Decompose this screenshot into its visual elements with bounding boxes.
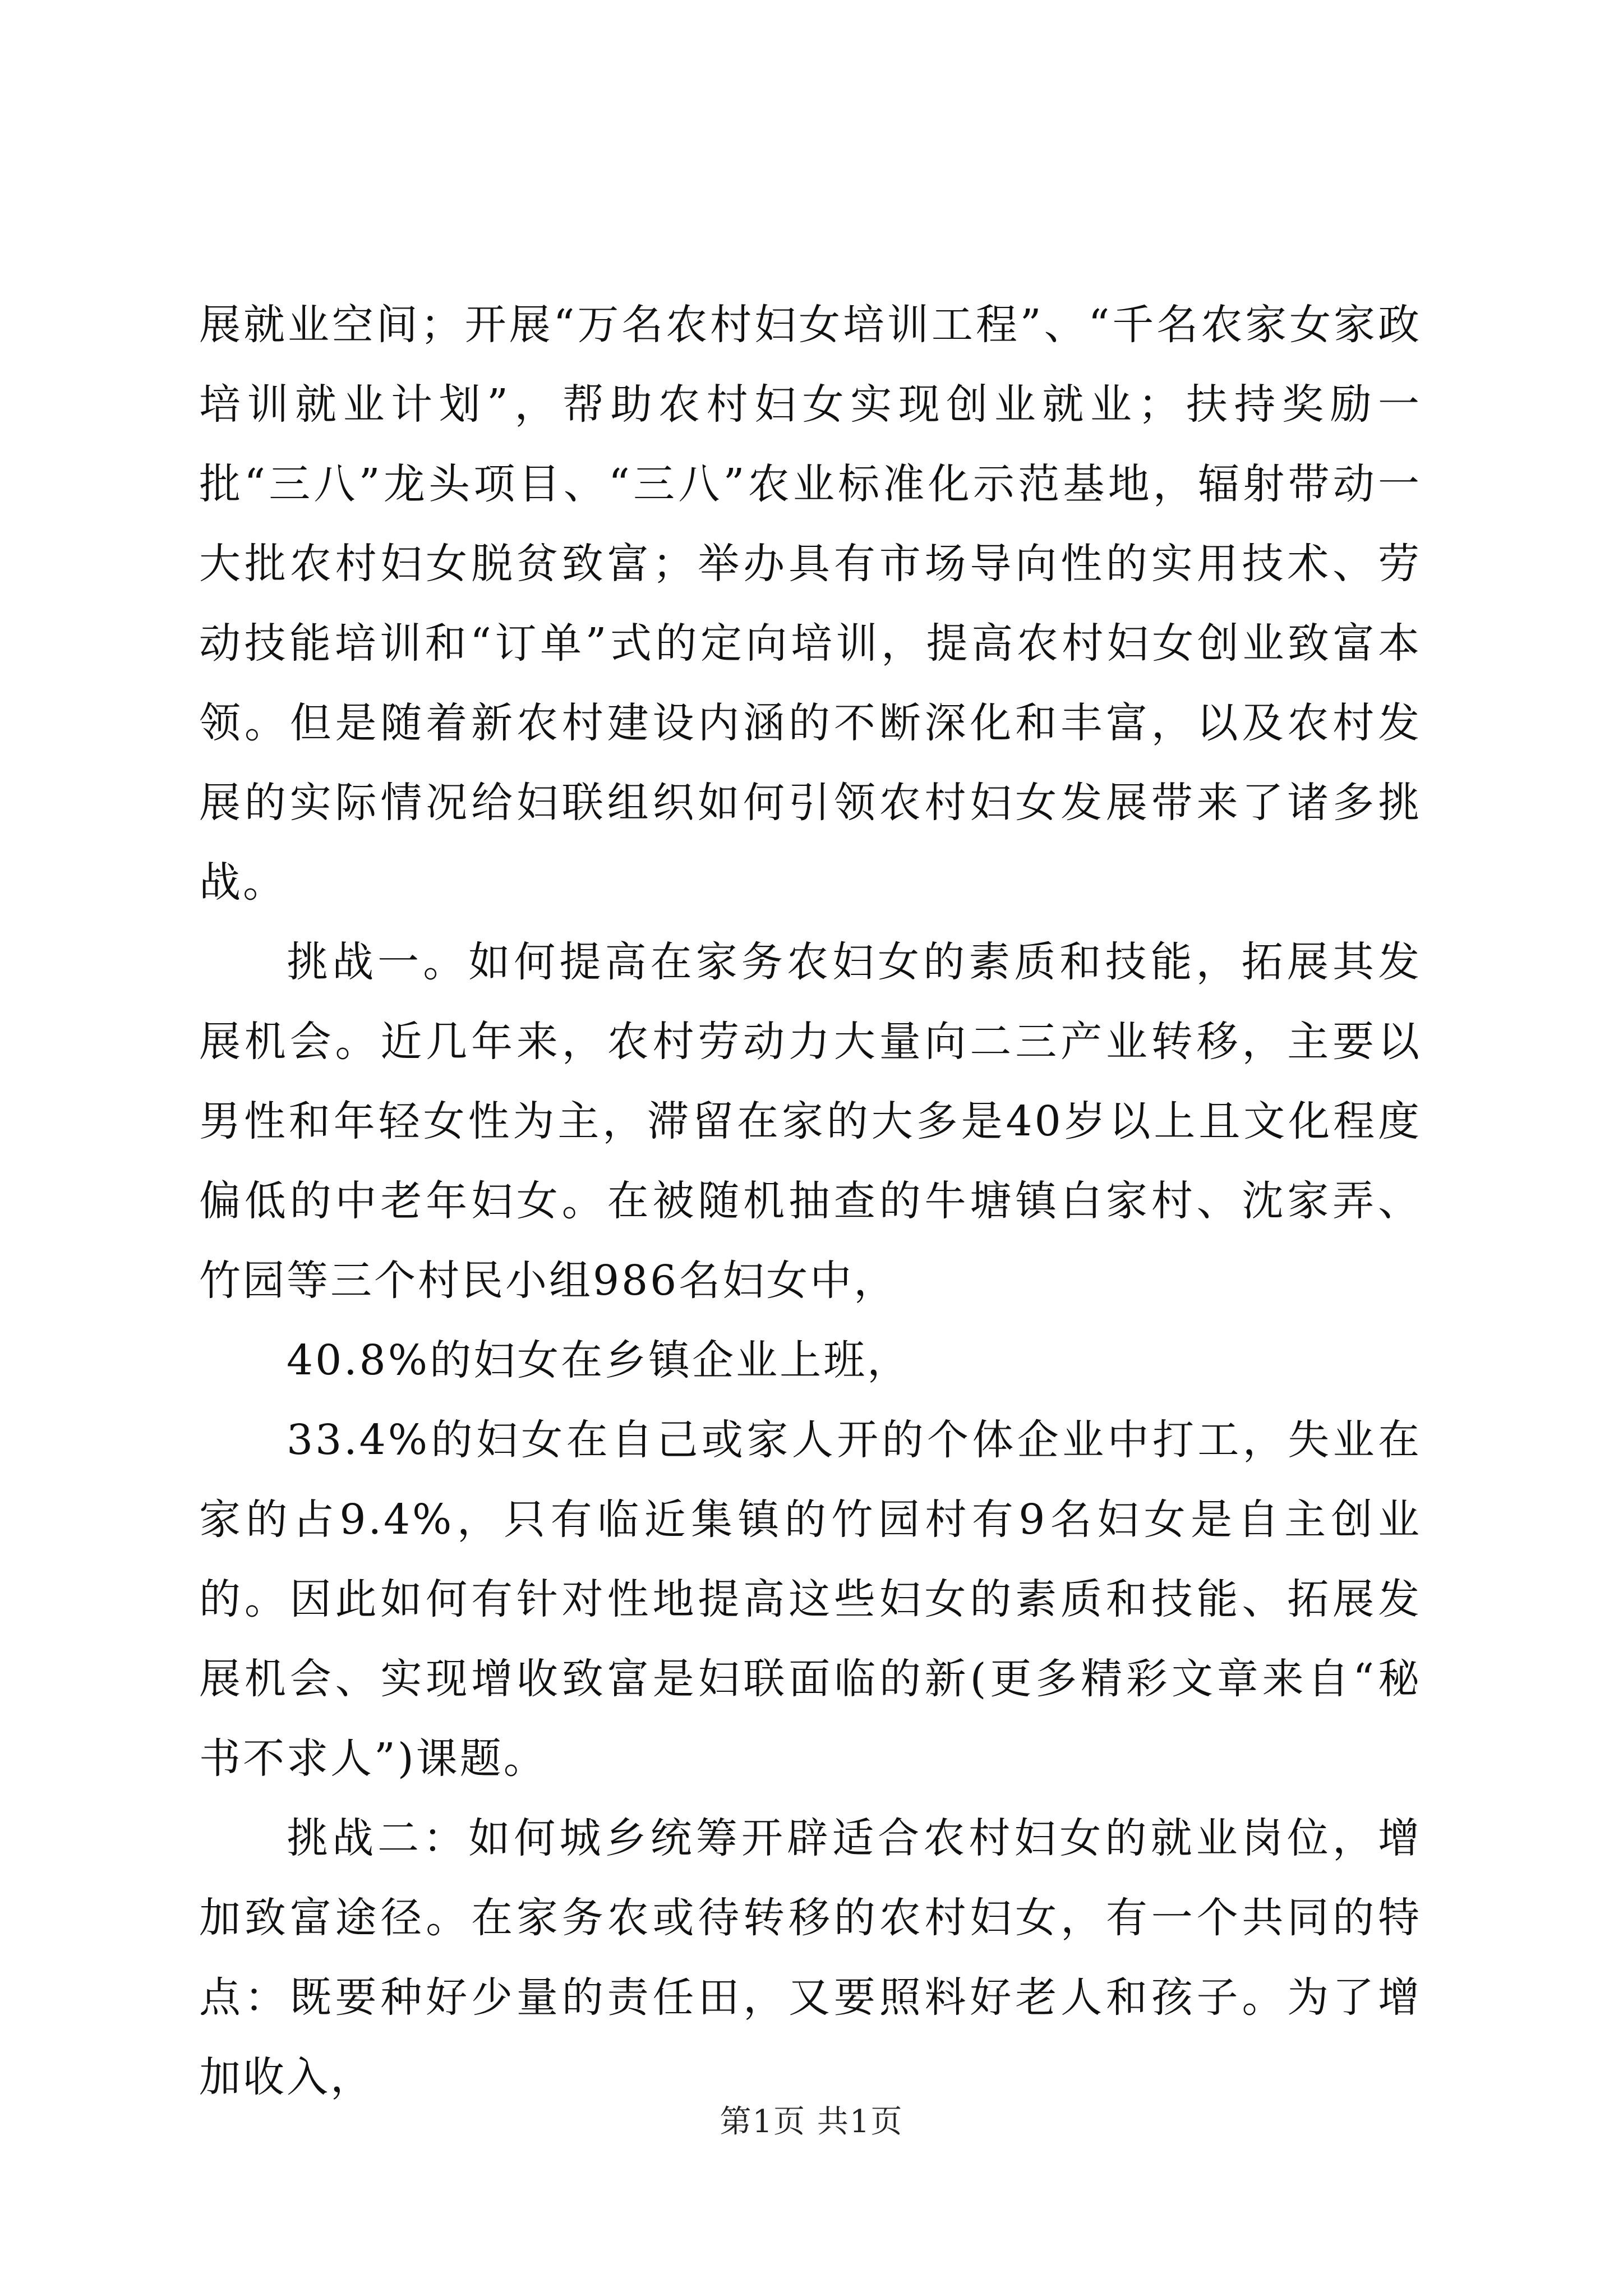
paragraph-intro: 展就业空间；开展“万名农村妇女培训工程”、“千名农家女家政培训就业计划”，帮助农村妇女实现创业就业；扶持奖励一批“三八”龙头项目、“三八”农业标准化示范基地，辐射带动一大批农村妇女脱贫致富；举办具有市场导向性的实用技术、劳动技能培训和“订单”式的定向培训，提高农村妇女创业致富本领。但是随着新农村建设内涵的不断深化和丰富，以及农村发展的实际情况给妇联组织如何引领农村妇女发展带来了诸多挑战。 — [199, 301, 1422, 907]
paragraph-stat-individual: 33.4%的妇女在自己或家人开的个体企业中打工，失业在家的占9.4%，只有临近集镇的竹园村有9名妇女是自主创业的。因此如何有针对性地提高这些妇女的素质和技能、拓展发展机会、实现增收致富是妇联面临的新(更多精彩文章来自“秘书不求人”)课题。 — [199, 1416, 1422, 1783]
page-footer — [0, 2102, 1623, 2142]
paragraph-challenge-one: 挑战一。如何提高在家务农妇女的素质和技能，拓展其发展机会。近几年来，农村劳动力大量向二三产业转移，主要以男性和年轻女性为主，滞留在家的大多是40岁以上且文化程度偏低的中老年妇女。在被随机抽查的牛塘镇白家村、沈家弄、竹园等三个村民小组986名妇女中， — [199, 938, 1422, 1305]
paragraph-stat-township: 40.8%的妇女在乡镇企业上班， — [287, 1336, 911, 1384]
document-body — [199, 285, 1422, 2117]
paragraph-challenge-two: 挑战二：如何城乡统筹开辟适合农村妇女的就业岗位，增加致富途径。在家务农或待转移的农村妇女，有一个共同的特点：既要种好少量的责任田，又要照料好老人和孩子。为了增加收入， — [199, 1814, 1422, 2101]
page-number-label: 第1页 共1页 — [720, 2104, 903, 2140]
